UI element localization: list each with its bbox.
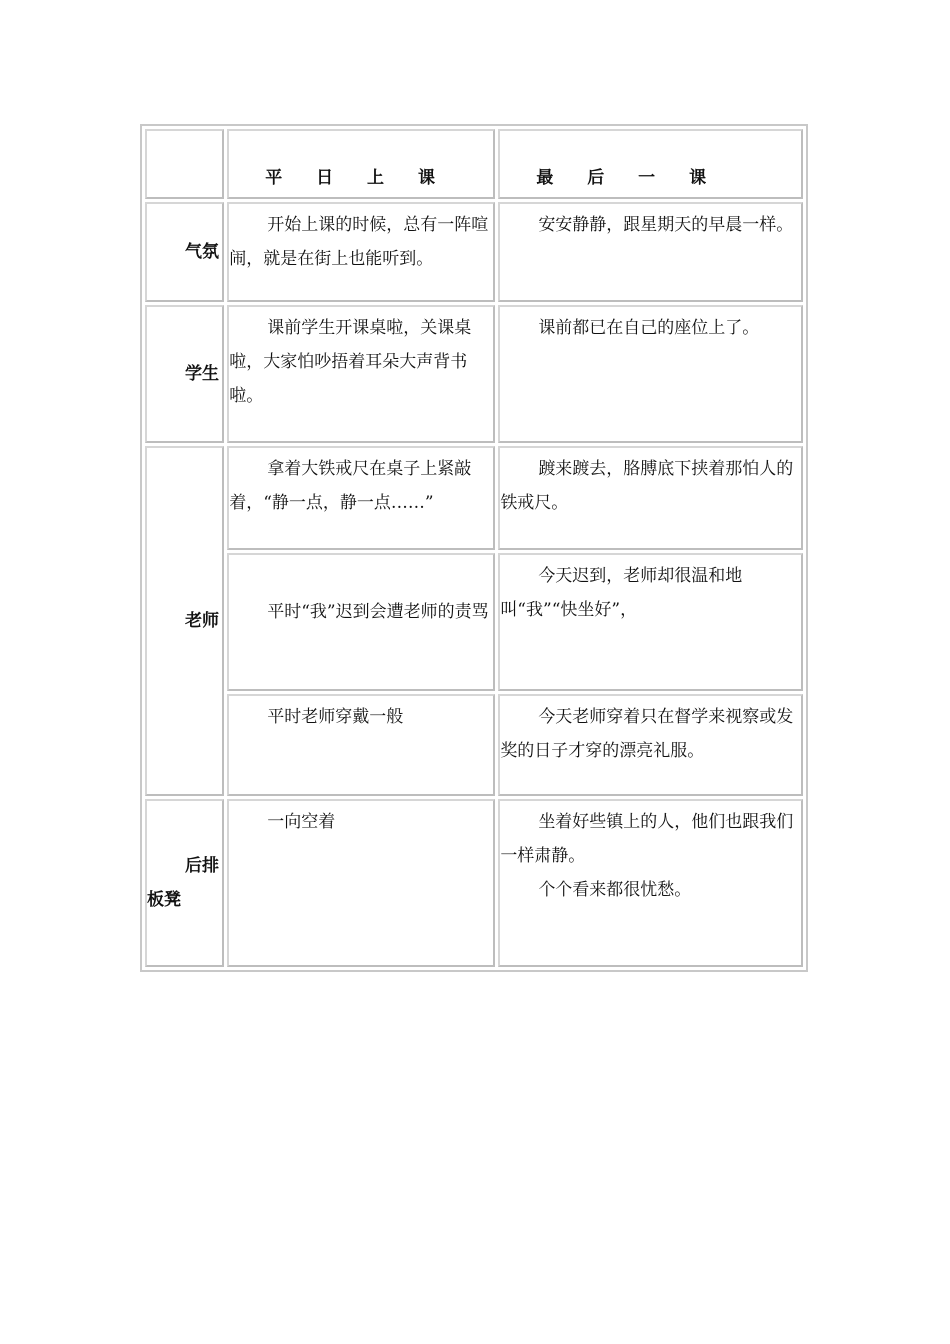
comparison-table [140,124,808,972]
header-corner-cell [145,129,224,199]
cell-text: 今天老师穿着只在督学来视察或发奖的日子才穿的漂亮礼服。 [500,707,794,761]
daily-cell [227,553,495,691]
daily-cell [227,694,495,796]
last-cell [498,694,803,796]
category-cell [145,202,224,302]
last-cell [498,553,803,691]
category-cell [145,305,224,443]
header-row [145,129,803,199]
cell-text: 拿着大铁戒尺在桌子上紧敲着，“静一点，静一点……” [229,459,472,513]
category-label: 气氛 [185,242,219,262]
last-cell [498,305,803,443]
category-cell [145,446,224,796]
cell-text: 课前学生开课桌啦，关课桌啦，大家怕吵捂着耳朵大声背书啦。 [229,318,472,406]
table-row-teacher-3 [145,694,803,796]
daily-cell [227,446,495,550]
header-last-class [498,129,803,199]
table-row-teacher-1 [145,446,803,550]
cell-text: 一向空着 [267,812,336,832]
last-cell [498,202,803,302]
last-cell [498,446,803,550]
table-row-teacher-2 [145,553,803,691]
cell-text: 平时老师穿戴一般 [267,707,404,727]
table-row-students [145,305,803,443]
cell-text: 平时“我”迟到会遭老师的责骂 [267,602,489,622]
cell-text: 开始上课的时候，总有一阵喧闹，就是在街上也能听到。 [229,215,489,269]
daily-cell [227,202,495,302]
table-row-back-bench [145,799,803,967]
cell-text: 坐着好些镇上的人，他们也跟我们一样肃静。 [500,812,794,866]
category-label: 后排板凳 [147,856,219,910]
daily-cell [227,799,495,967]
category-cell [145,799,224,967]
daily-cell [227,305,495,443]
header-daily-label: 平 日 上 课 [265,168,437,188]
cell-text: 安安静静，跟星期天的早晨一样。 [538,215,794,235]
cell-text: 踱来踱去，胳膊底下挟着那怕人的铁戒尺。 [500,459,794,513]
last-cell [498,799,803,967]
cell-text-extra: 个个看来都很忧愁。 [538,880,692,900]
cell-text: 今天迟到，老师却很温和地叫“我”“快坐好”， [500,566,743,620]
header-last-label: 最 后 一 课 [536,168,709,188]
category-label: 老师 [185,611,219,631]
category-label: 学生 [185,364,219,384]
cell-text: 课前都已在自己的座位上了。 [538,318,760,338]
header-daily-class [227,129,495,199]
table-row-atmosphere [145,202,803,302]
